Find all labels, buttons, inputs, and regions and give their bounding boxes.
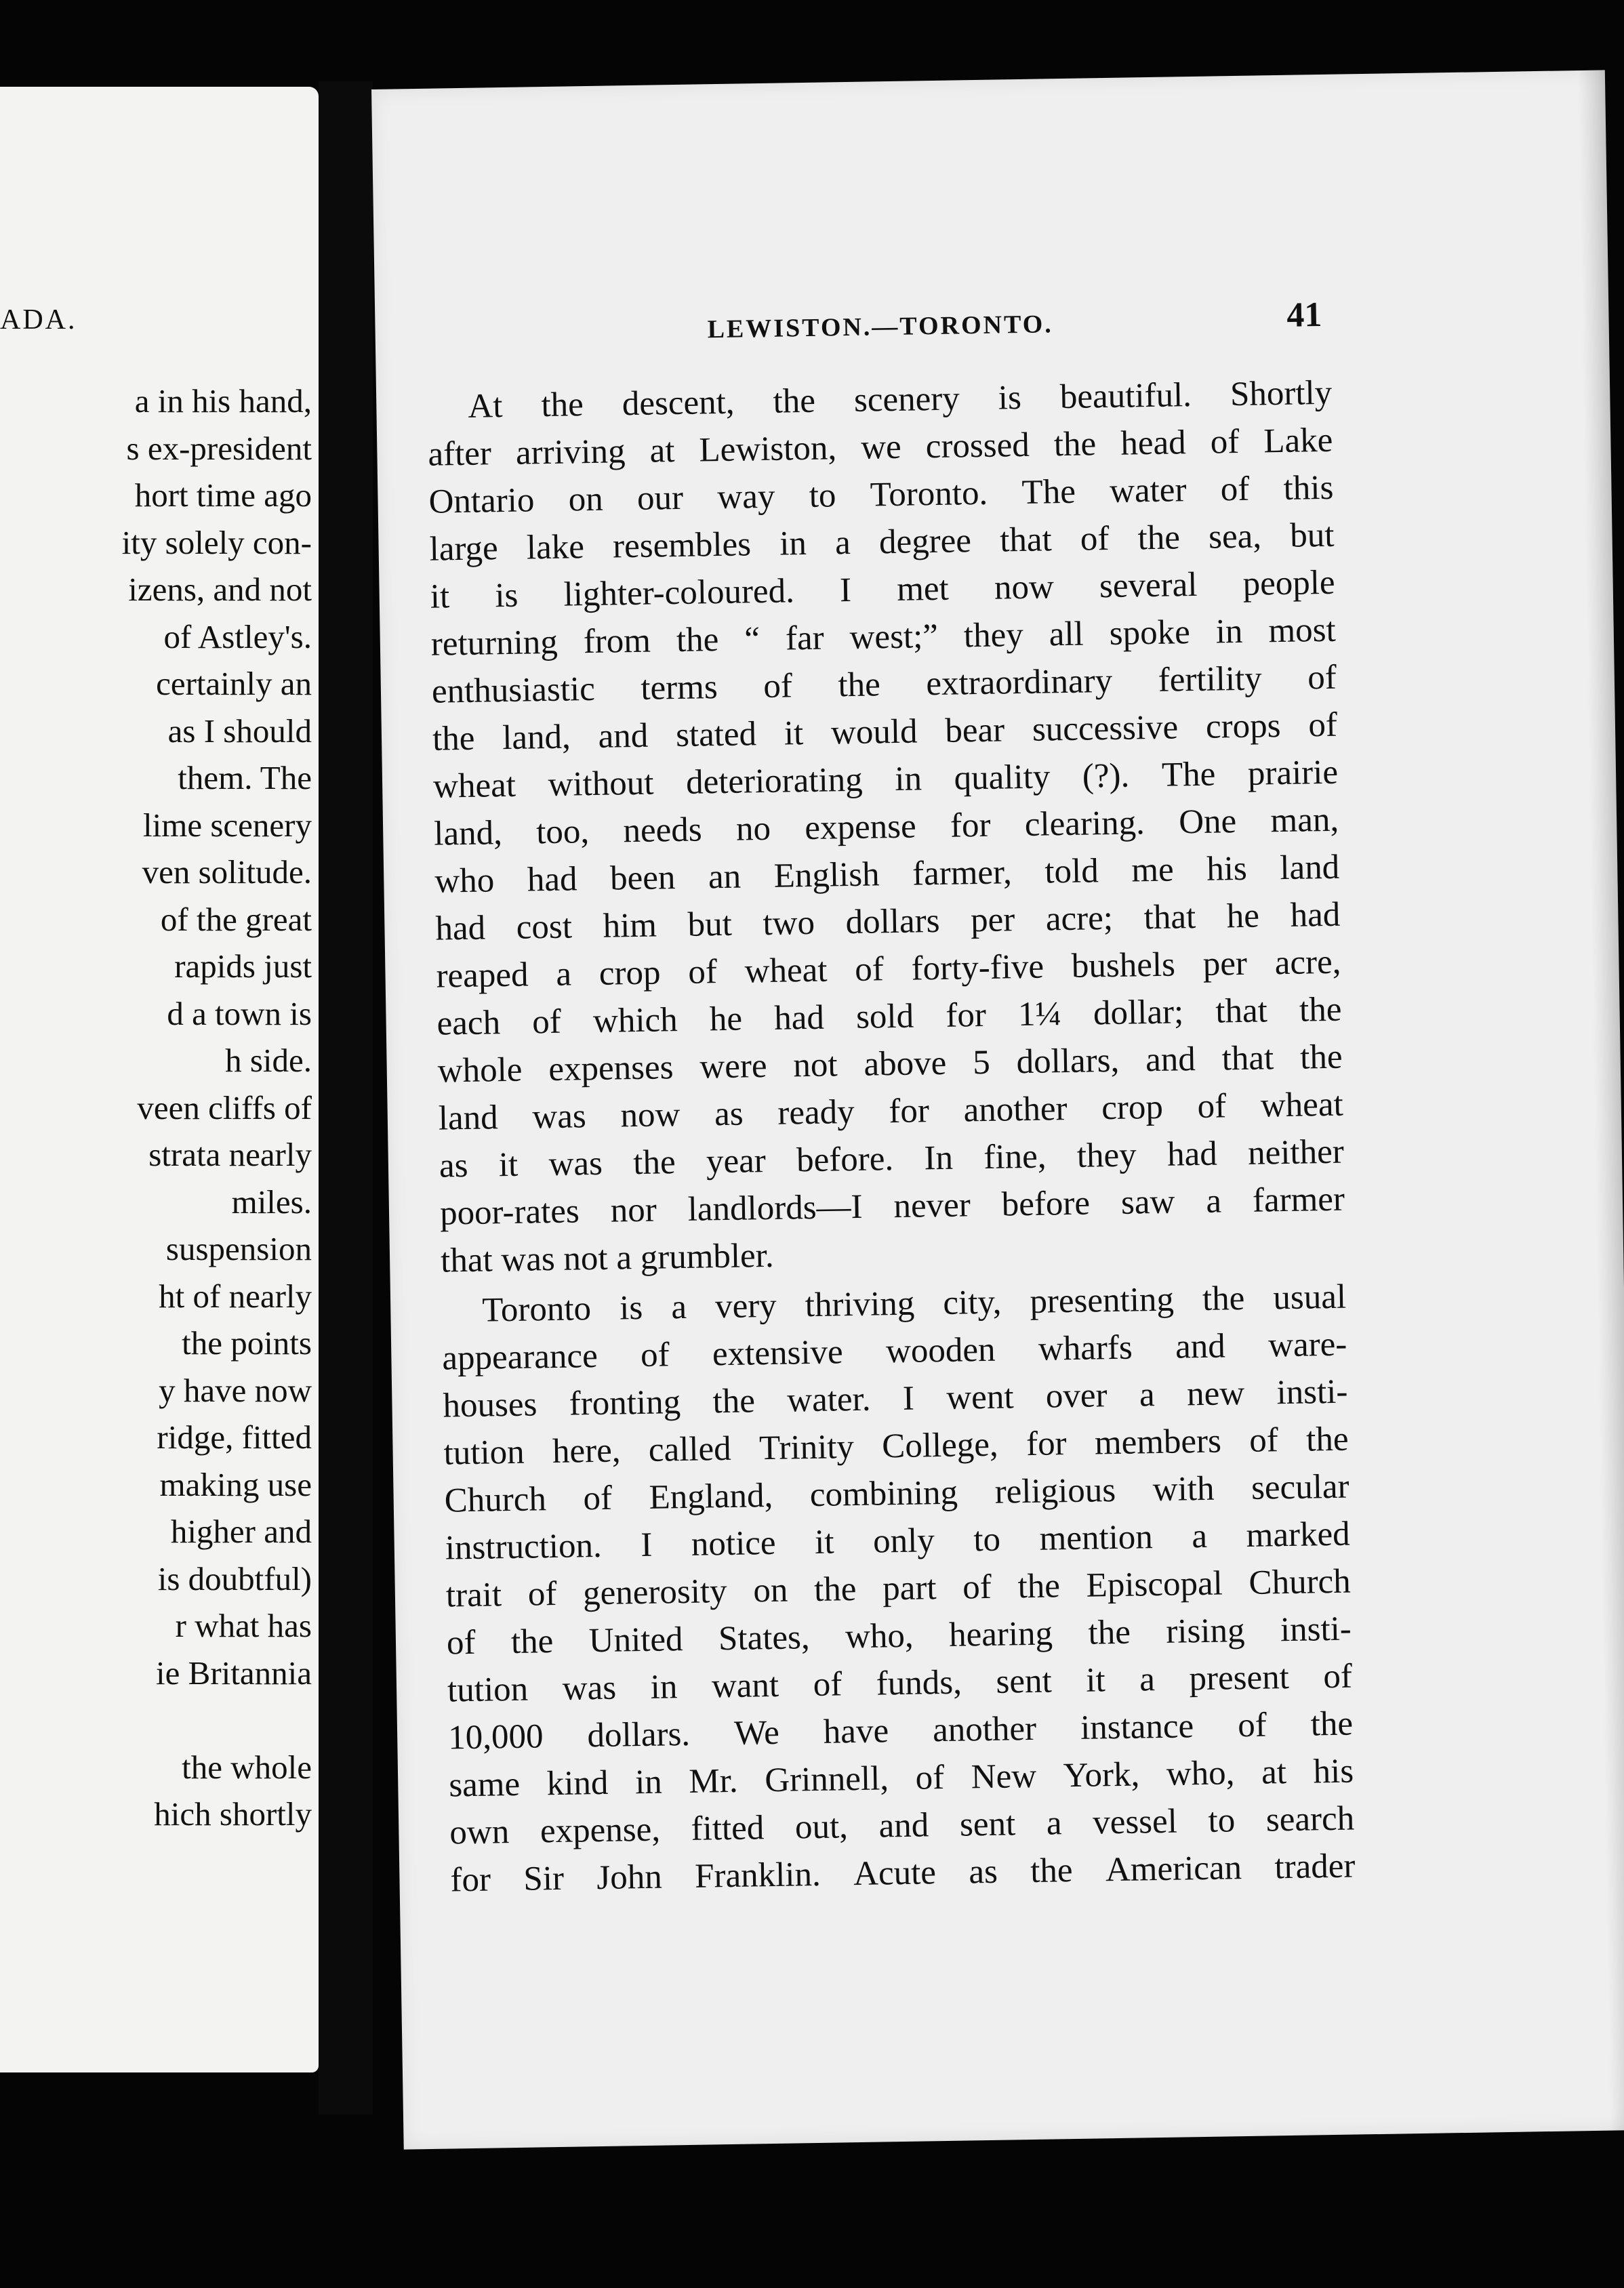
left-page-line: the points — [182, 1324, 312, 1362]
left-page-line: veen cliffs of — [137, 1088, 312, 1126]
left-page — [0, 87, 319, 2072]
text-line: At the descent, the scenery is beautiful. Shortly — [467, 373, 1333, 426]
text-line: reaped a crop of wheat of forty-five bushels per acre, — [436, 943, 1341, 996]
text-line: land, too, needs no expense for clearing. One man, — [433, 800, 1339, 853]
text-line: the land, and stated it would bear successive crops of — [432, 706, 1338, 758]
text-line: Church of England, combining religious with secular — [444, 1467, 1349, 1520]
text-line: same kind in Mr. Grinnell, of New York, who, at his — [448, 1752, 1354, 1805]
left-page-line: s ex-president — [126, 429, 312, 467]
left-page-line: r what has — [175, 1607, 312, 1644]
left-page-line: higher and — [170, 1513, 312, 1550]
text-line: wheat without deteriorating in quality (?). The prairie — [432, 753, 1339, 806]
text-line: who had been an English farmer, told me his land — [434, 848, 1340, 901]
text-line: enthusiastic terms of the extraordinary fertility of — [431, 658, 1337, 711]
text-line: of the United States, who, hearing the rising insti- — [446, 1610, 1352, 1662]
left-page-line: a in his hand, — [134, 382, 312, 420]
text-line: each of which he had sold for 1¼ dollar; that the — [437, 990, 1342, 1043]
text-line: trait of generosity on the part of the Episcopal Church — [445, 1562, 1352, 1615]
left-page-header: ADA. — [0, 304, 77, 335]
left-page-line: of Astley's. — [163, 617, 312, 655]
left-page-line: miles. — [231, 1183, 312, 1221]
text-line: it is lighter-coloured. I met now several people — [430, 563, 1336, 616]
left-page-line: of the great — [160, 900, 312, 938]
left-page-line: them. The — [178, 759, 312, 796]
body-text — [427, 369, 1356, 1904]
left-page-line: ht of nearly — [159, 1277, 312, 1315]
left-page-line: suspension — [165, 1230, 312, 1267]
left-page-line: making use — [159, 1465, 312, 1503]
text-line: that was not a grumbler. — [440, 1236, 775, 1280]
running-head: LEWISTON.—TORONTO. — [707, 310, 1054, 344]
text-line: as it was the year before. In fine, they had neither — [439, 1132, 1345, 1185]
text-line: houses fronting the water. I went over a new insti- — [443, 1372, 1348, 1425]
left-page-line: is doubtful) — [157, 1559, 312, 1597]
page-edge-shadow — [1578, 70, 1624, 2130]
left-page-line: y have now — [159, 1371, 312, 1409]
text-line: tution was in want of funds, sent it a present of — [447, 1657, 1353, 1710]
left-page-line: hort time ago — [134, 476, 312, 514]
text-line: Ontario on our way to Toronto. The water of this — [428, 468, 1334, 521]
text-line: own expense, fitted out, and sent a vessel to search — [449, 1799, 1355, 1852]
text-line: tution here, called Trinity College, for members of the — [443, 1420, 1349, 1473]
left-page-line: ridge, fitted — [157, 1418, 312, 1456]
text-line: after arriving at Lewiston, we crossed the head of Lake — [428, 421, 1333, 474]
text-line: Toronto is a very thriving city, presenting the usual — [481, 1278, 1347, 1330]
left-page-line: hich shortly — [154, 1795, 312, 1833]
left-page-line: ity solely con- — [121, 523, 312, 561]
text-line: poor-rates nor landlords—I never before saw a farmer — [439, 1180, 1345, 1233]
book-gutter — [319, 81, 373, 2115]
left-page-line: the whole — [182, 1748, 312, 1786]
left-page-line: ie Britannia — [156, 1654, 312, 1692]
left-page-line: certainly an — [156, 665, 312, 702]
text-line: land was now as ready for another crop of wheat — [438, 1085, 1344, 1138]
left-page-line: lime scenery — [143, 806, 312, 844]
left-page-line: as I should — [167, 712, 312, 750]
left-page-line: ven solitude. — [142, 853, 312, 891]
text-line: for Sir John Franklin. Acute as the American trader — [450, 1847, 1356, 1900]
text-line: 10,000 dollars. We have another instance of the — [447, 1704, 1354, 1757]
left-page-line: strata nearly — [148, 1136, 312, 1173]
left-page-line: d a town is — [167, 994, 312, 1032]
left-page-line: rapids just — [174, 947, 312, 985]
page-number: 41 — [1286, 295, 1322, 335]
text-line: large lake resembles in a degree that of the sea, but — [429, 516, 1335, 569]
text-line: instruction. I notice it only to mention a marked — [445, 1515, 1351, 1568]
text-line: whole expenses were not above 5 dollars, and that the — [437, 1038, 1343, 1090]
left-page-line: h side. — [225, 1042, 312, 1079]
text-line: returning from the “ far west;” they all spoke in most — [430, 611, 1337, 663]
left-page-line: izens, and not — [128, 571, 312, 608]
text-line: had cost him but two dollars per acre; that he had — [435, 895, 1341, 948]
text-line: appearance of extensive wooden wharfs and ware- — [441, 1325, 1347, 1378]
right-page — [371, 70, 1624, 2149]
